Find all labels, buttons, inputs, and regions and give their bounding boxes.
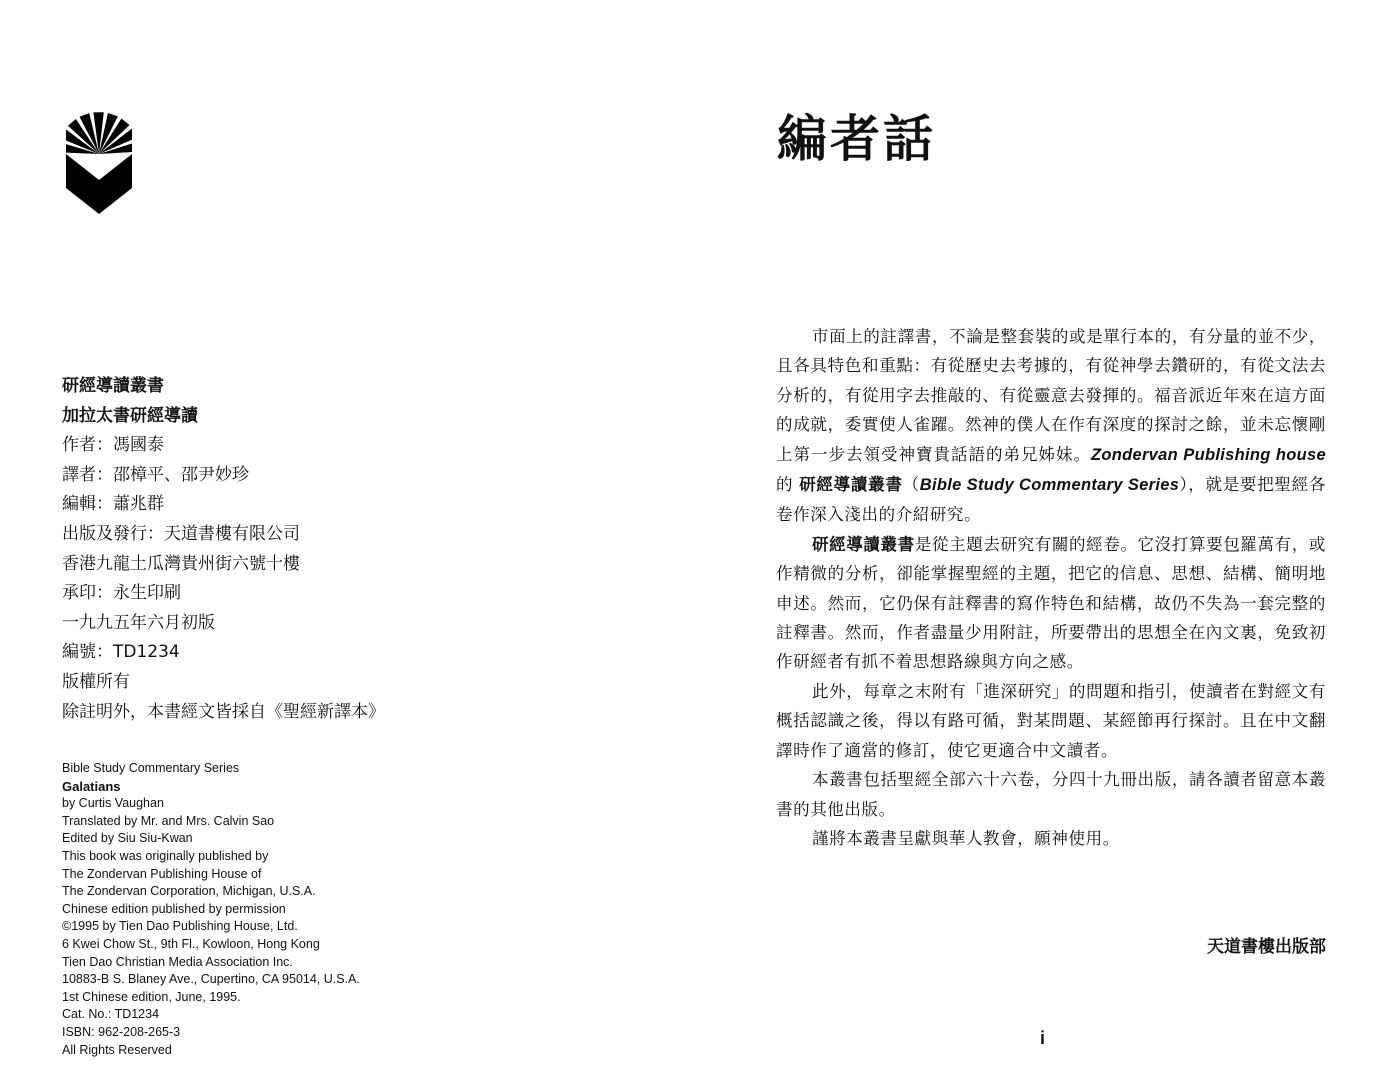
english-info-line: Cat. No.: TD1234 — [62, 1007, 160, 1022]
body-paragraph — [776, 322, 1326, 530]
chinese-publication-info — [62, 372, 662, 727]
chinese-info-line: 加拉太書研經導讀 — [62, 405, 198, 426]
chinese-info-line: 版權所有 — [62, 671, 130, 692]
body-paragraph — [776, 530, 1326, 677]
body-paragraph — [776, 677, 1326, 765]
series-name: 研經導讀叢書 — [812, 534, 915, 554]
english-info-line: 10883-B S. Blaney Ave., Cupertino, CA 95014, U.S.A. — [62, 972, 360, 987]
english-info-line: ©1995 by Tien Dao Publishing House, Ltd. — [62, 919, 298, 934]
chinese-info-line: 出版及發行：天道書樓有限公司 — [62, 523, 300, 544]
english-publication-info — [62, 760, 662, 1059]
paragraph-text: 是從主題去研究有關的經卷。它沒打算要包羅萬有，或作精微的分析，卻能掌握聖經的主題，把它的信息、思想、結構、簡明地申述。然而，它仍保有註釋書的寫作特色和結構，故仍不失為一套完整的註釋書。然而，作者盡量少用附註，所要帶出的思想全在內文裏，免致初作研經者有抓不着思想路線與方向之感。 — [776, 534, 1326, 672]
english-info-line: by Curtis Vaughan — [62, 796, 164, 811]
chinese-info-line: 一九九五年六月初版 — [62, 612, 215, 633]
english-info-line: 6 Kwei Chow St., 9th Fl., Kowloon, Hong Kong — [62, 936, 320, 951]
chinese-info-line: 編輯：蕭兆群 — [62, 494, 164, 515]
paragraph-text: 的 — [776, 475, 800, 495]
chinese-info-line: 作者：馮國泰 — [62, 435, 164, 456]
body-paragraph — [776, 824, 1326, 853]
paragraph-text: （ — [902, 475, 920, 495]
chinese-info-line: 編號：TD1234 — [62, 642, 180, 663]
series-name: 研經導讀叢書 — [799, 475, 903, 495]
paragraph-text: 本叢書包括聖經全部六十六卷，分四十九冊出版，請各讀者留意本叢書的其他出版。 — [776, 770, 1326, 819]
english-info-line: Bible Study Commentary Series — [62, 761, 240, 775]
english-info-line: Galatians — [62, 778, 121, 794]
english-info-line: All Rights Reserved — [62, 1042, 172, 1057]
english-info-line: The Zondervan Publishing House of — [62, 866, 262, 881]
chinese-info-line: 譯者：邵樟平、邵尹妙珍 — [62, 464, 249, 485]
sunburst-book-logo-icon — [66, 110, 132, 214]
chinese-info-line: 研經導讀叢書 — [62, 376, 164, 396]
body-paragraph — [776, 765, 1326, 824]
paragraph-text: ），就是要把聖經各卷作深入淺出的介紹研究。 — [776, 475, 1326, 525]
english-term: Bible Study Commentary Series — [919, 476, 1180, 495]
publisher-signature: 天道書樓出版部 — [1207, 937, 1326, 957]
page-number: i — [1040, 1028, 1046, 1048]
chinese-info-line: 承印：永生印刷 — [62, 583, 181, 604]
page-title: 編者話 — [777, 110, 936, 168]
editor-note-body — [776, 322, 1326, 853]
paragraph-text: 謹將本叢書呈獻與華人教會，願神使用。 — [812, 828, 1120, 848]
logo-ray — [93, 112, 103, 154]
english-info-line: Chinese edition published by permission — [62, 901, 286, 916]
english-info-line: 1st Chinese edition, June, 1995. — [62, 989, 241, 1004]
paragraph-text: 此外，每章之末附有「進深研究」的問題和指引，使讀者在對經文有概括認識之後，得以有路可循，對某問題、某經節再行探討。且在中文翻譯時作了適當的修訂，使它更適合中文讀者。 — [776, 681, 1326, 760]
english-term: Zondervan Publishing house — [1090, 445, 1326, 464]
chinese-info-line: 香港九龍土瓜灣貴州街六號十樓 — [62, 553, 300, 574]
english-info-line: Tien Dao Christian Media Association Inc. — [62, 954, 293, 969]
english-info-line: Translated by Mr. and Mrs. Calvin Sao — [62, 813, 275, 828]
english-info-line: This book was originally published by — [62, 848, 269, 863]
chinese-info-line: 除註明外，本書經文皆採自《聖經新譯本》 — [62, 701, 385, 722]
paragraph-text: 市面上的註譯書，不論是整套裝的或是單行本的，有分量的並不少，且各具特色和重點：有從歷史去考據的，有從神學去鑽研的，有從文法去分析的，有從用字去推敲的、有從靈意去發揮的。福音派近年來在這方面的成就，委實使人雀躍。然神的僕人在作有深度的探討之餘，並未忘懷剛上第一步去領受神寶貴話語的弟兄姊妹。 — [776, 327, 1326, 464]
english-info-line: Edited by Siu Siu-Kwan — [62, 831, 193, 846]
english-info-line: ISBN: 962-208-265-3 — [62, 1024, 181, 1039]
english-info-line: The Zondervan Corporation, Michigan, U.S.A. — [62, 884, 316, 899]
